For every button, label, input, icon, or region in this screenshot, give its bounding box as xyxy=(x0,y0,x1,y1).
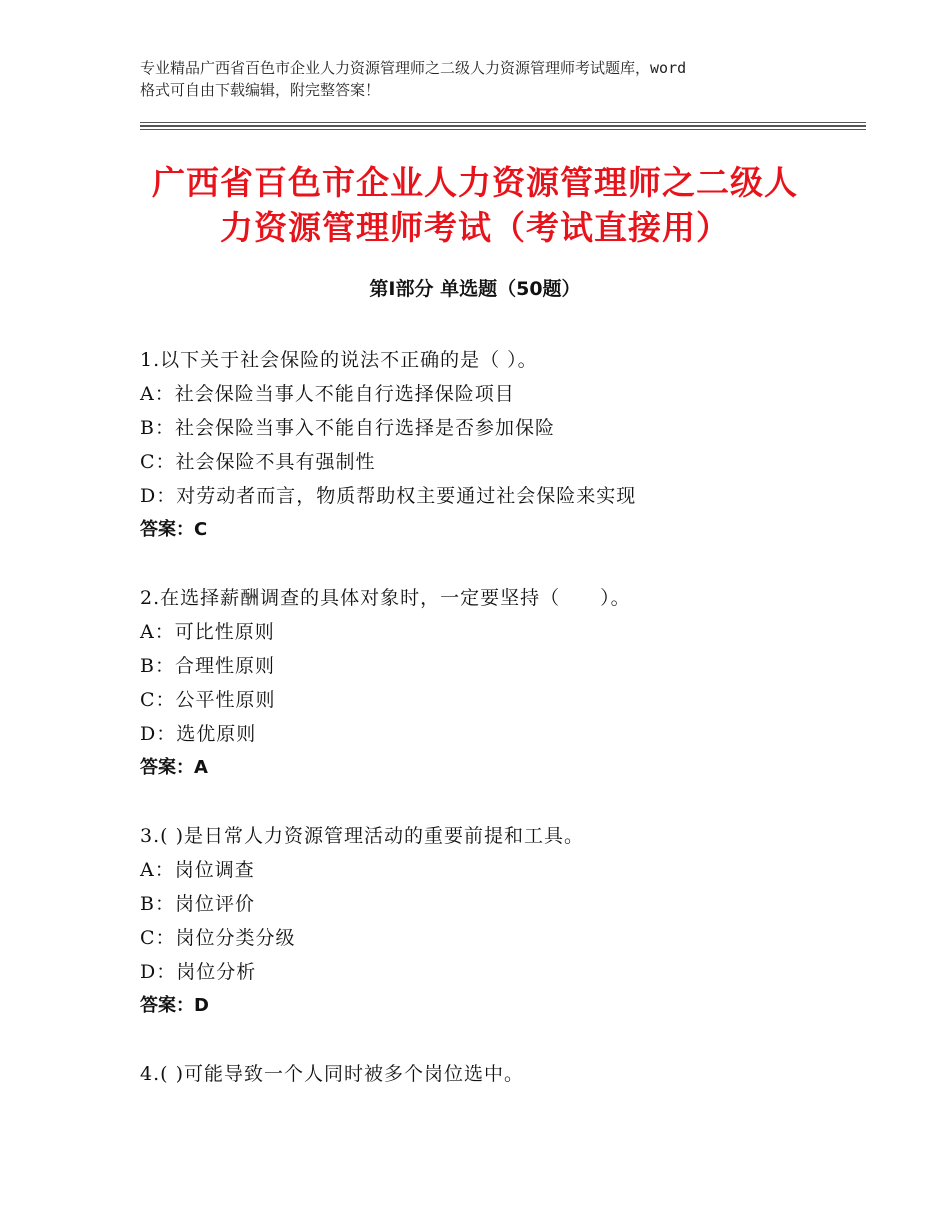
question-3 xyxy=(140,819,860,1023)
option-d: D：岗位分析 xyxy=(140,961,257,983)
question-stem: 2.在选择薪酬调查的具体对象时，一定要坚持（ ）。 xyxy=(140,587,631,609)
option-b: B：社会保险当事入不能自行选择是否参加保险 xyxy=(140,417,555,439)
question-1 xyxy=(140,343,860,547)
option-a: A：社会保险当事人不能自行选择保险项目 xyxy=(140,383,515,405)
header-note xyxy=(140,57,820,101)
answer: 答案：A xyxy=(140,757,208,778)
document-title-line-1: 广西省百色市企业人力资源管理师之二级人 xyxy=(152,163,798,202)
question-list xyxy=(140,343,860,1125)
option-b: B：合理性原则 xyxy=(140,655,275,677)
option-c: C：岗位分类分级 xyxy=(140,927,296,949)
question-stem: 3.( )是日常人力资源管理活动的重要前提和工具。 xyxy=(140,825,584,847)
answer: 答案：D xyxy=(140,995,209,1016)
document-title-line-2: 力资源管理师考试（考试直接用） xyxy=(220,208,730,247)
option-a: A：可比性原则 xyxy=(140,621,275,643)
question-4 xyxy=(140,1057,860,1091)
option-a: A：岗位调查 xyxy=(140,859,255,881)
answer: 答案：C xyxy=(140,519,208,540)
option-c: C：社会保险不具有强制性 xyxy=(140,451,376,473)
section-title: 第Ⅰ部分 单选题（50题） xyxy=(369,278,581,300)
option-d: D：选优原则 xyxy=(140,723,257,745)
question-stem: 1.以下关于社会保险的说法不正确的是（ ）。 xyxy=(140,349,538,371)
question-stem: 4.( )可能导致一个人同时被多个岗位选中。 xyxy=(140,1063,524,1085)
header-note-line-2: 格式可自由下载编辑，附完整答案！ xyxy=(140,81,381,99)
question-2 xyxy=(140,581,860,785)
document-title xyxy=(100,160,850,250)
header-divider xyxy=(140,129,866,130)
header-divider xyxy=(140,125,866,127)
header-divider xyxy=(140,122,866,123)
option-c: C：公平性原则 xyxy=(140,689,276,711)
header-note-line-1: 专业精品广西省百色市企业人力资源管理师之二级人力资源管理师考试题库，word xyxy=(140,59,687,77)
option-d: D：对劳动者而言，物质帮助权主要通过社会保险来实现 xyxy=(140,485,637,507)
option-b: B：岗位评价 xyxy=(140,893,255,915)
